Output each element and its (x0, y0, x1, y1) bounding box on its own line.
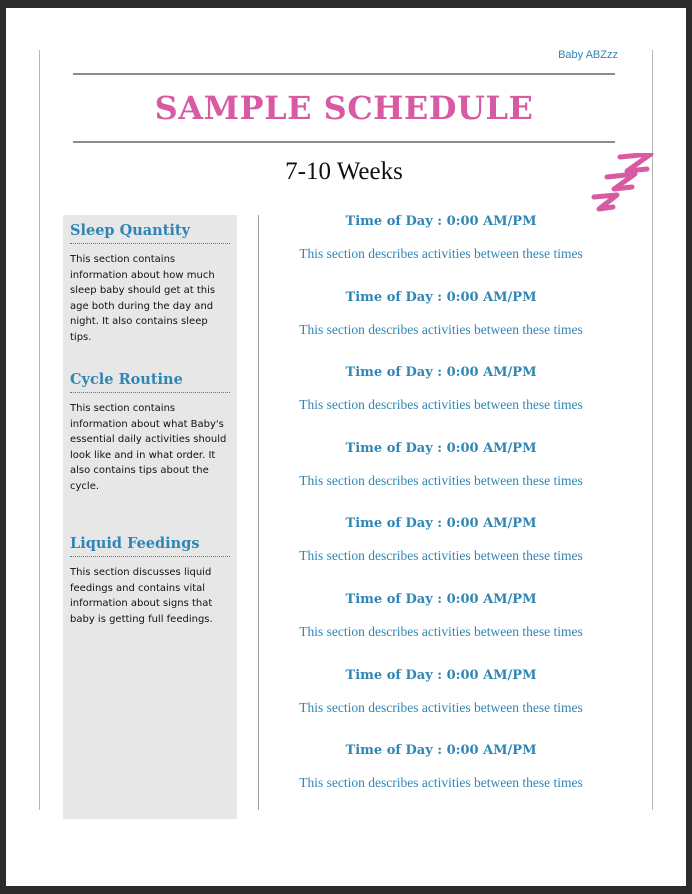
schedule-slot (289, 440, 593, 516)
sidebar-section-liquid-feedings (70, 535, 230, 627)
slot-description: This section describes activities between these times (299, 623, 583, 639)
page-subtitle: 7-10 Weeks (285, 158, 403, 185)
section-title: Liquid Feedings (70, 535, 230, 557)
slot-time: Time of Day : 0:00 AM/PM (345, 667, 537, 683)
column-divider (258, 215, 259, 810)
schedule-slot (289, 515, 593, 591)
slot-time: Time of Day : 0:00 AM/PM (345, 743, 537, 759)
section-text: This section discusses liquid feedings and contains vital information about signs that baby is getting full feedings. (70, 567, 213, 625)
page-title: SAMPLE SCHEDULE (154, 89, 534, 127)
slot-description: This section describes activities between these times (299, 548, 583, 564)
slot-time: Time of Day : 0:00 AM/PM (345, 289, 537, 305)
document-page (6, 8, 686, 886)
slot-description: This section describes activities between these times (299, 699, 583, 715)
slot-description: This section describes activities between these times (299, 246, 583, 261)
brand-label: Baby ABZzz (558, 49, 618, 61)
section-title: Sleep Quantity (70, 222, 230, 244)
schedule-slot (289, 742, 593, 818)
section-title: Cycle Routine (70, 371, 230, 393)
slot-time: Time of Day : 0:00 AM/PM (345, 214, 537, 229)
schedule-slot (289, 667, 593, 743)
title-bottom-rule (73, 141, 615, 143)
slot-time: Time of Day : 0:00 AM/PM (345, 365, 537, 381)
schedule-list (289, 213, 593, 818)
slot-time: Time of Day : 0:00 AM/PM (345, 440, 537, 456)
slot-time: Time of Day : 0:00 AM/PM (345, 591, 537, 607)
left-margin-line (39, 50, 40, 810)
sidebar-section-cycle-routine (70, 371, 230, 495)
slot-description: This section describes activities between these times (299, 397, 583, 413)
schedule-slot (289, 213, 593, 289)
schedule-slot (289, 289, 593, 365)
section-text: This section contains information about how much sleep baby should get at this age both during the day and night. It also contains sleep tips. (70, 254, 216, 343)
slot-time: Time of Day : 0:00 AM/PM (345, 516, 537, 532)
schedule-slot (289, 591, 593, 667)
schedule-slot (289, 364, 593, 440)
slot-description: This section describes activities between these times (299, 472, 583, 488)
slot-description: This section describes activities between these times (299, 321, 583, 337)
zzz-sleep-icon (589, 153, 654, 215)
title-top-rule (73, 73, 615, 75)
sidebar (63, 215, 237, 819)
section-text: This section contains information about what Baby's essential daily activities should look like and in what order. It also contains tips about the cycle. (70, 403, 227, 492)
slot-description: This section describes activities between these times (299, 775, 583, 791)
sidebar-section-sleep-quantity (70, 222, 230, 346)
